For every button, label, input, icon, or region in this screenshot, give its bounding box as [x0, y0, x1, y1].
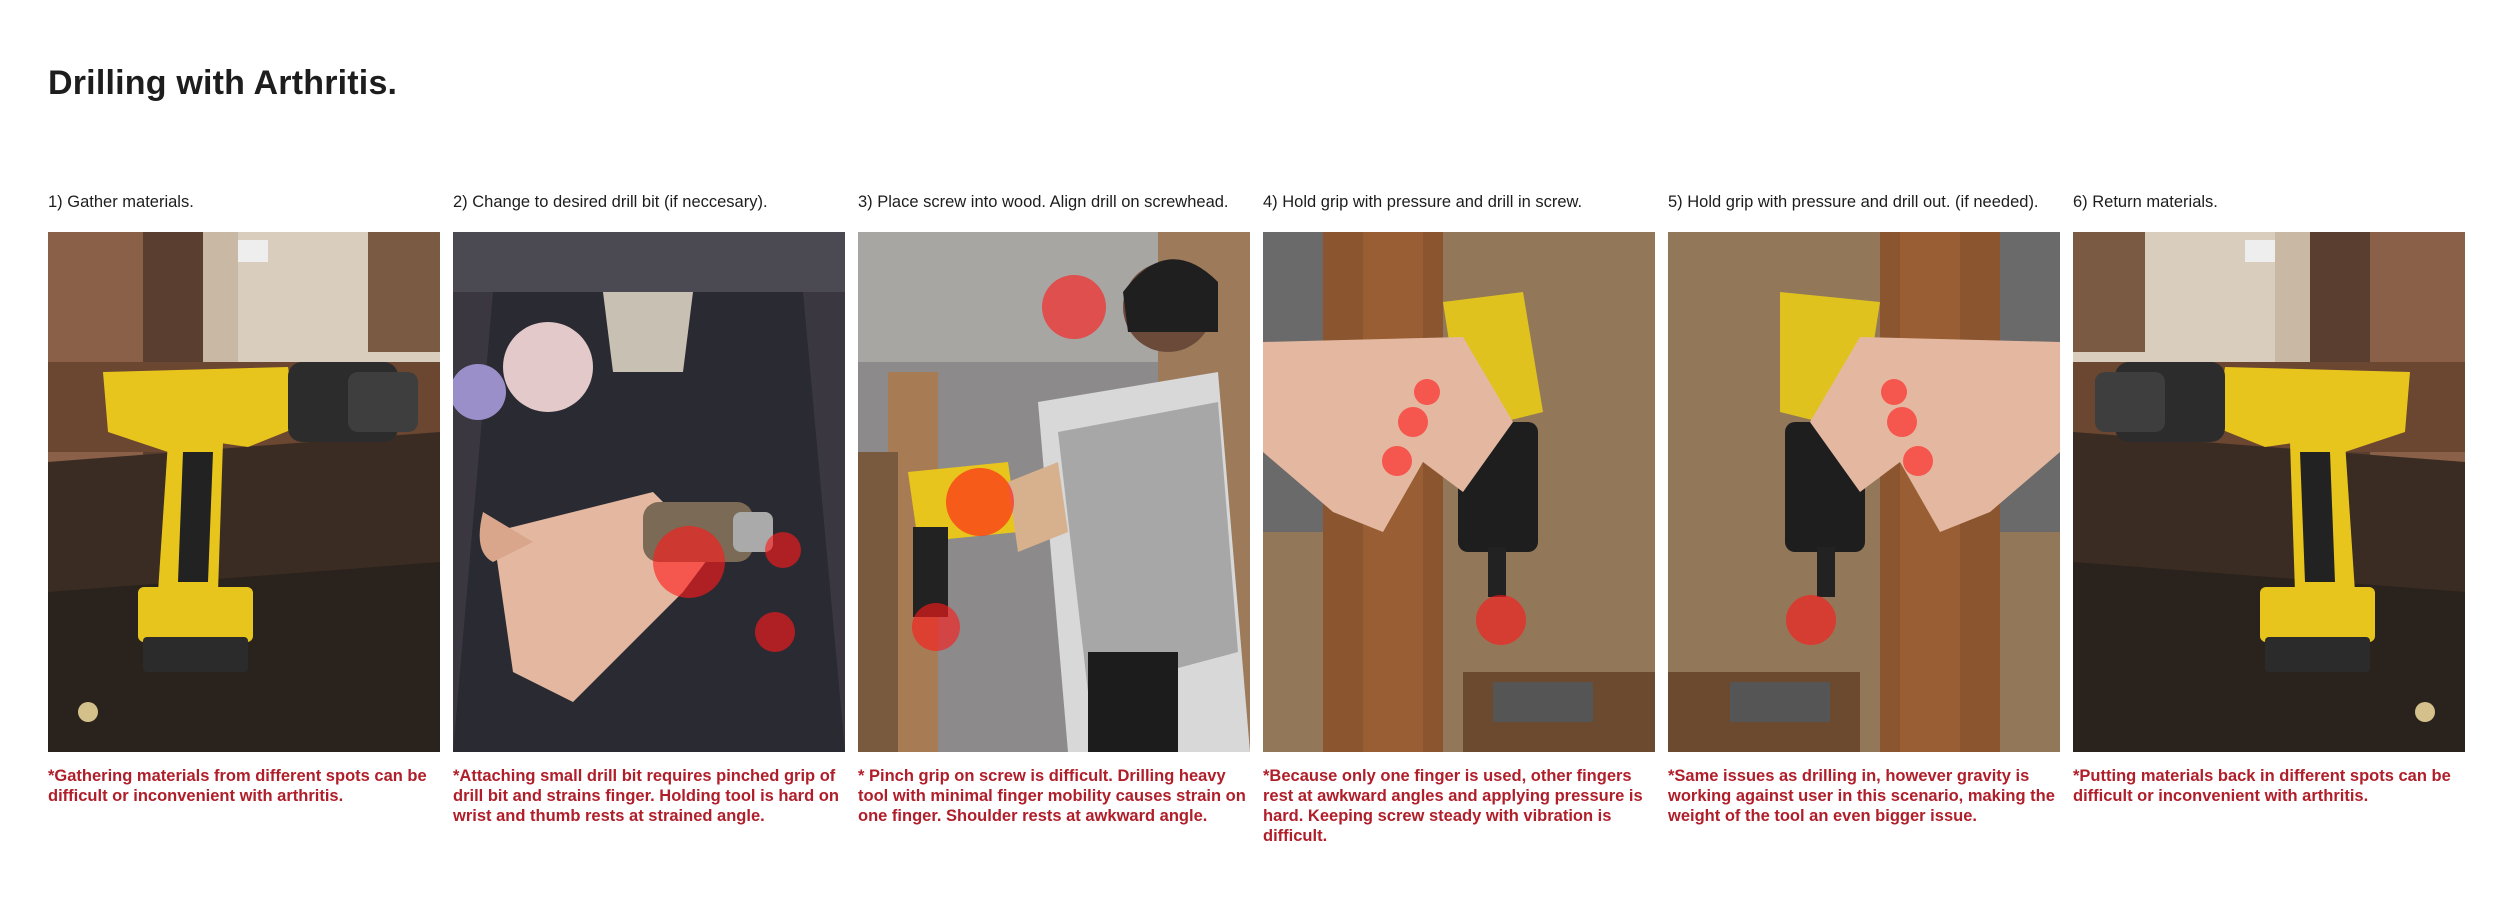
step-photo-drilling-in	[1263, 232, 1655, 752]
step-photo-drill-on-counter-return	[2073, 232, 2465, 752]
step-photo-attaching-drill-bit	[453, 232, 845, 752]
step-photo-drilling-out	[1668, 232, 2060, 752]
step-heading: 1) Gather materials.	[48, 193, 194, 211]
step-note: *Because only one finger is used, other fingers rest at awkward angles and applying pressure is hard. Keeping screw steady with vibration is difficult.	[1263, 767, 1643, 845]
step-photo-drill-on-counter	[48, 232, 440, 752]
page-title: Drilling with Arthritis.	[48, 64, 398, 102]
step-5	[1668, 190, 2060, 826]
step-heading: 2) Change to desired drill bit (if neccesary).	[453, 193, 768, 211]
step-6	[2073, 190, 2465, 806]
step-3	[858, 190, 1250, 826]
step-heading: 3) Place screw into wood. Align drill on screwhead.	[858, 193, 1229, 211]
step-heading: 6) Return materials.	[2073, 193, 2218, 211]
step-4	[1263, 190, 1655, 846]
step-2	[453, 190, 845, 826]
step-photo-placing-screw	[858, 232, 1250, 752]
step-note: *Gathering materials from different spots can be difficult or inconvenient with arthritis.	[48, 767, 427, 805]
step-1	[48, 190, 440, 806]
step-note: *Attaching small drill bit requires pinched grip of drill bit and strains finger. Holding tool is hard on wrist and thumb rests at strained angle.	[453, 767, 839, 825]
step-heading: 5) Hold grip with pressure and drill out. (if needed).	[1668, 193, 2039, 211]
step-note: *Putting materials back in different spots can be difficult or inconvenient with arthritis.	[2073, 767, 2451, 805]
step-note: * Pinch grip on screw is difficult. Drilling heavy tool with minimal finger mobility causes strain on one finger. Shoulder rests at awkward angle.	[858, 767, 1246, 825]
step-note: *Same issues as drilling in, however gravity is working against user in this scenario, making the weight of the tool an even bigger issue.	[1668, 767, 2055, 825]
step-heading: 4) Hold grip with pressure and drill in screw.	[1263, 193, 1583, 211]
